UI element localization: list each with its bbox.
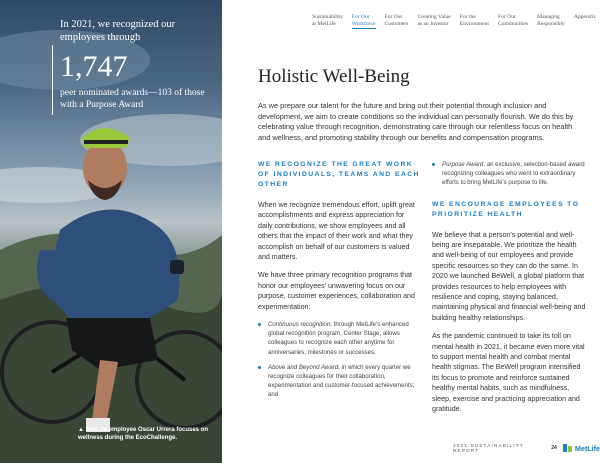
left-column <box>258 160 420 406</box>
metlife-logo-icon <box>563 444 573 452</box>
cyclist-photo <box>0 0 222 463</box>
stat-intro: In 2021, we recognized our employees through <box>60 19 176 43</box>
metlife-logo <box>563 444 600 453</box>
stat-divider <box>52 45 53 115</box>
list-item: Purpose Award, an exclusive, selection-based award recognizing colleagues who went to extraordinary efforts to bring MetLife's purpose to life. <box>432 160 586 188</box>
nav-investor[interactable]: Creating Value as an Investor <box>417 14 451 27</box>
nav-responsibly[interactable]: Managing Responsibly <box>537 14 565 27</box>
recognition-paragraph-1: When we recognize tremendous effort, uplift great accomplishments and express appreciation for daily contributions, we show employees and all others that the impact of their work and what they accomplish on behalf of our customers is valued and matters. <box>258 201 415 262</box>
stat-description: peer nominated awards—103 of those with a Purpose Award <box>60 88 205 110</box>
list-item: Above and Beyond Award, in which every quarter we recognize colleagues for their collaboration, experimentation and customer-focused achievements; and <box>258 363 420 400</box>
report-name: 2021 SUSTAINABILITY REPORT <box>453 443 524 453</box>
stat-number: 1,747 <box>60 50 128 83</box>
logo-wordmark: MetLife <box>574 443 600 453</box>
purpose-award-list <box>432 160 586 188</box>
nav-environment[interactable]: For the Environment <box>459 14 489 27</box>
intro-paragraph: As we prepare our talent for the future and bring out their potential through inclusion and development, we aim to create conditions so the individual can personally flourish. We do this by celebrating value through recognition, demonstrating care through our relentless focus on health and wellness, and promoting stability through our benefits and compensation programs. <box>258 101 574 142</box>
photo-caption: ▲ MetLife employee Oscar Urrera focuses on wellness during the EcoChallenge. <box>78 427 208 441</box>
page-number: 24 <box>551 445 557 451</box>
list-item: Continuous recognition, through MetLife's enhanced global recognition program, Center Stage, allows colleagues to recognize each other anytime for anniversaries, milestones or successes; <box>258 320 420 357</box>
nav-workforce[interactable]: For Our Workforce <box>351 14 376 27</box>
recognition-paragraph-2: We have three primary recognition programs that honor our employees' unwavering focus on our purpose, customer experiences, collaboration and experimentation: <box>258 271 415 311</box>
caret-up-icon: ▲ <box>78 427 84 433</box>
page-footer <box>453 443 600 453</box>
nav-sustainability[interactable]: Sustainability at MetLife <box>312 14 343 27</box>
nav-communities[interactable]: For Our Communities <box>498 14 529 27</box>
recognition-heading: WE RECOGNIZE THE GREAT WORK OF INDIVIDUALS, TEAMS AND EACH OTHER <box>258 161 420 188</box>
health-heading: WE ENCOURAGE EMPLOYEES TO PRIORITIZE HEALTH <box>432 200 580 218</box>
stat-callout <box>60 18 220 111</box>
nav-customers[interactable]: For Our Customers <box>384 14 409 27</box>
nav-appendix[interactable]: Appendix <box>573 14 596 20</box>
health-paragraph-1: We believe that a person's potential and well-being are inseparable. We prioritize the health and well-being of our employees and provide specific resources so they can do the same. In 2020 we launched BeWell, a global platform that provides resources to help employees with resilience and coping, staying balanced, maintaining physical and financial well-being and building healthy relationships. <box>432 230 586 322</box>
page-title: Holistic Well-Being <box>258 66 410 87</box>
section-nav <box>312 14 600 29</box>
right-column <box>432 160 586 423</box>
recognition-programs-list <box>258 320 420 400</box>
health-paragraph-2: As the pandemic continued to take its toll on mental health in 2021, it became even more vital to support mental health and combat mental health stigmas. The BeWell program intensified its focus to promote and reinforce sustained healthy mental habits, such as mindfulness, sleep, exercise and practicing appreciation and gratitude. <box>432 332 585 414</box>
